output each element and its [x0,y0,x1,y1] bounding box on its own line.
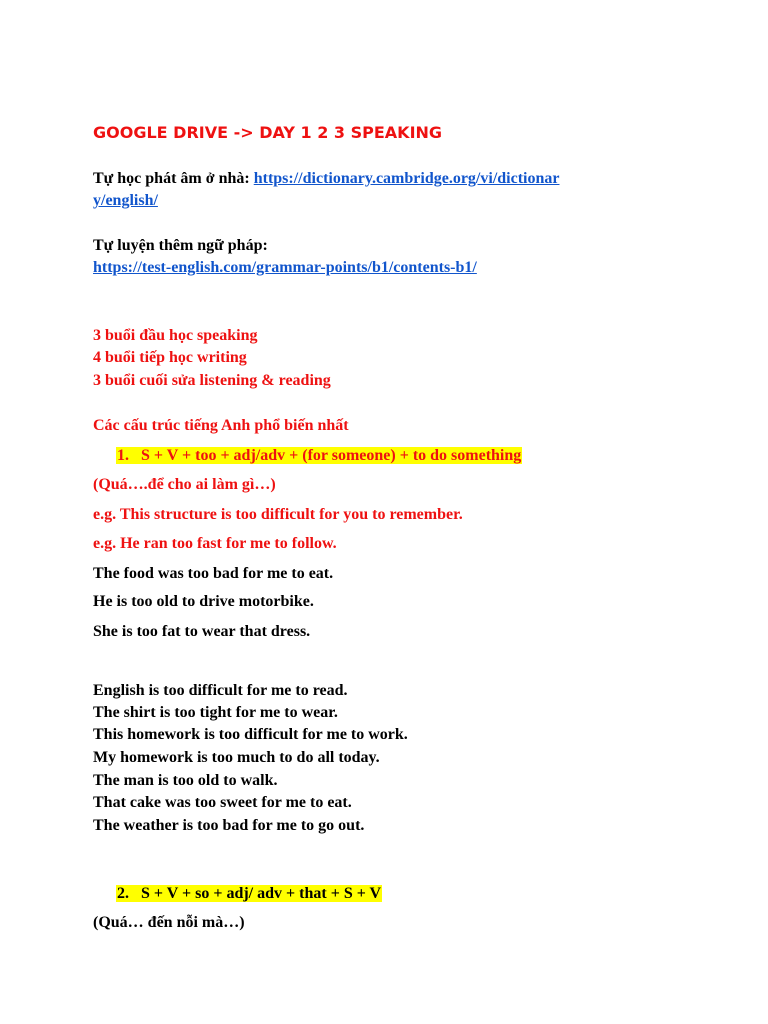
pronunciation-label: Tự học phát âm ở nhà: [93,170,254,187]
practice-sentence: This homework is too difficult for me to work. [93,726,408,743]
structure-2-formula: S + V + so + adj/ adv + that + S + V [141,885,382,902]
practice-sentence: The shirt is too tight for me to wear. [93,704,338,721]
schedule-item: 3 buổi đầu học speaking [93,327,258,344]
pronunciation-line [93,168,559,190]
example-sentence: The food was too bad for me to eat. [93,565,334,582]
practice-sentence: English is too difficult for me to read. [93,682,348,699]
schedule-item: 3 buổi cuối sửa listening & reading [93,372,331,389]
schedule-item: 4 buổi tiếp học writing [93,349,247,366]
cambridge-dictionary-link[interactable]: https://dictionary.cambridge.org/vi/dictionar [253,170,560,187]
example-red: e.g. He ran too fast for me to follow. [93,535,337,552]
test-english-link[interactable]: https://test-english.com/grammar-points/b1/contents-b1/ [93,259,477,276]
grammar-practice-label: Tự luyện thêm ngữ pháp: [93,237,268,254]
example-red: e.g. This structure is too difficult for you to remember. [93,506,463,523]
example-sentence: He is too old to drive motorbike. [93,593,314,610]
example-sentence: She is too fat to wear that dress. [93,623,311,640]
grammar-practice-line [93,257,477,279]
cambridge-dictionary-link-part2[interactable]: y/english/ [93,192,158,209]
structure-1-meaning: (Quá….để cho ai làm gì…) [93,476,276,493]
practice-sentence: My homework is too much to do all today. [93,749,380,766]
structure-1-heading [116,445,522,467]
structure-1-formula: S + V + too + adj/adv + (for someone) + to do something [141,447,522,464]
structure-2-heading [116,883,382,905]
structure-1-highlight [116,447,522,464]
practice-sentence: That cake was too sweet for me to eat. [93,794,352,811]
pronunciation-link-continued [93,190,158,212]
practice-sentence: The weather is too bad for me to go out. [93,817,365,834]
section-heading: Các cấu trúc tiếng Anh phổ biến nhất [93,417,349,434]
practice-sentence: The man is too old to walk. [93,772,278,789]
structure-1-number: 1. [117,447,129,464]
document-title: GOOGLE DRIVE -> DAY 1 2 3 SPEAKING [93,123,443,142]
structure-2-highlight [116,885,382,902]
structure-2-number: 2. [117,885,129,902]
structure-2-meaning: (Quá… đến nỗi mà…) [93,914,245,931]
